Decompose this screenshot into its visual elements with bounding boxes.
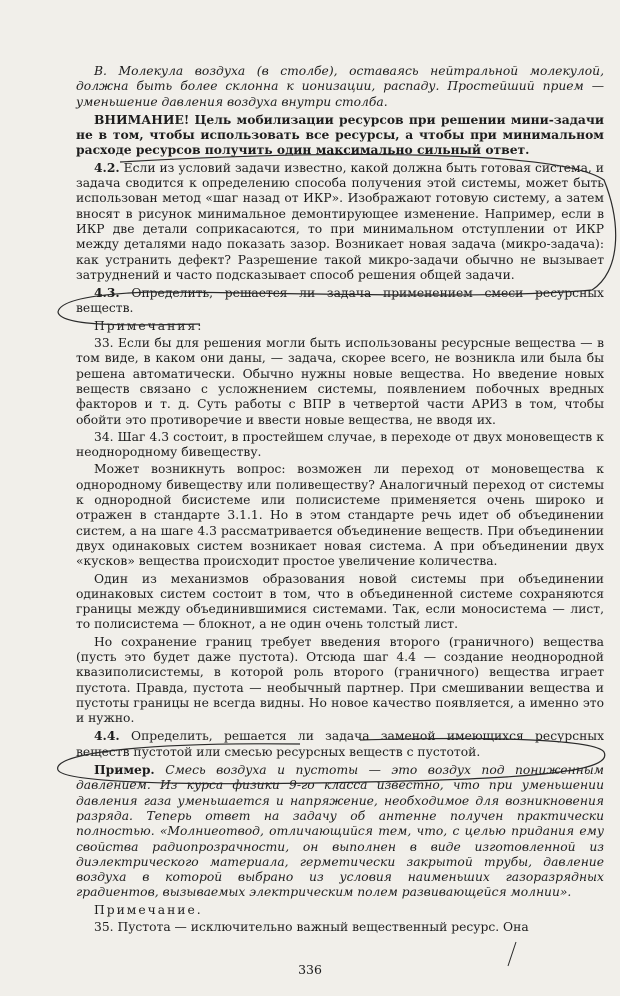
paragraph-attention: ВНИМАНИЕ! Цель мобилизации ресурсов при решении мини-задачи не в том, чтобы использовать все ресурсы, а чтобы при минимальном расходе ресурсов получить один максимально сильный ответ. (76, 111, 604, 158)
page-number: 336 (298, 962, 322, 977)
page-body (76, 64, 604, 937)
note-34: 34. Шаг 4.3 состоит, в простейшем случае, в переходе от двух моновеществ к неоднородному бивеществу. (76, 429, 604, 460)
note-35: 35. Пустота — исключительно важный вещественный ресурс. Она (94, 920, 529, 935)
step-text: Если из условий задачи известно, какой должна быть готовая система, и задача сводится к определению способа получения этой системы, может быть использован метод «шаг назад от ИКР». Изображают готовую систему, а затем вносят в рисунок минимальное демонтирующее изменение. Например, если в ИКР две детали соприкасаются, то при минимальном отступлении от ИКР между деталями надо показать зазор. Возникает новая задача (микро-задача): как устранить дефект? Разрешение такой микро-задачи обычно не вызывает затруднений и часто подсказывает способ решения общей задачи. (76, 160, 604, 282)
step-text: Определить, решается ли задача применением смеси ресурсных веществ. (76, 286, 604, 316)
step-4-3 (76, 285, 604, 317)
example-text: Смесь воздуха и пустоты — это воздух под пониженным давлением. Из курса физики 9-го класса известно, что при уменьшении давления газа уменьшается и напряжение, необходимое для возникновения разряда. Теперь ответ на задачу об антенне получен практически полностью. «Молниеотвод, отличающийся тем, что, с целью придания ему свойства радиопрозрачности, он выполнен в виде изготовленной из диэлектрического материала, герметически закрытой трубы, давление воздуха в которой выбрано из условия наименьших газоразрядных градиентов, вызываемых электрическим полем развивающейся молнии». (76, 763, 604, 900)
example-lead: Пример. (94, 762, 155, 778)
note-heading: Примечание. (94, 902, 203, 917)
step-number: 4.3. (94, 285, 120, 301)
paragraph-mechanism: Один из механизмов образования новой системы при объединении одинаковых систем состоит в том, что в объединенной системе сохраняются границы между объединившимися системами. Так, если моносистема — лист, то полисистема — блокнот, а не один очень толстый лист. (76, 571, 604, 632)
step-number: 4.4. (94, 728, 120, 744)
paragraph-molecule: В. Молекула воздуха (в столбе), оставаясь нейтральной молекулой, должна быть более склонна к ионизации, распаду. Простейший прием — уменьшение давления воздуха внутри столба. (76, 64, 604, 109)
notes-heading: Примечания: (94, 318, 204, 333)
step-4-2 (76, 160, 604, 283)
step-number: 4.2. (94, 159, 120, 175)
paragraph-question: Может возникнуть вопрос: возможен ли переход от моновещества к однородному бивеществу или поливеществу? Аналогичный переход от системы к однородной бисистеме или полисистеме применяется очень широко и отражен в стандарте 3.1.1. Но в этом стандарте речь идет об объединении систем, а на шаге 4.3 рассматривается объединение веществ. При объединении двух одинаковых систем возникает новая система. А при объединении двух «кусков» вещества происходит простое увеличение количества. (76, 462, 604, 569)
example-paragraph (76, 762, 604, 901)
step-4-4 (76, 728, 604, 760)
paragraph-boundaries: Но сохранение границ требует введения второго (граничного) вещества (пусть это будет даже пустота). Отсюда шаг 4.4 — создание неоднородной квазиполисистемы, в которой роль второго (граничного) вещества играет пустота. Правда, пустота — необычный партнер. При смешивании вещества и пустоты границы не всегда видны. Но новое качество появляется, а именно это и нужно. (76, 634, 604, 726)
note-33: 33. Если бы для решения могли быть использованы ресурсные вещества — в том виде, в каком они даны, — задача, скорее всего, не возникла или была бы решена автоматически. Обычно нужны новые вещества. Но введение новых веществ связано с усложнением системы, появлением побочных вредных факторов и т. д. Суть работы с ВПР в четвертой части АРИЗ в том, чтобы обойти это противоречие и ввести новые вещества, не вводя их. (76, 336, 604, 427)
step-text: Определить, решается ли задача заменой имеющихся ресурсных веществ пустотой или смесью ресурсных веществ с пустотой. (76, 729, 604, 759)
